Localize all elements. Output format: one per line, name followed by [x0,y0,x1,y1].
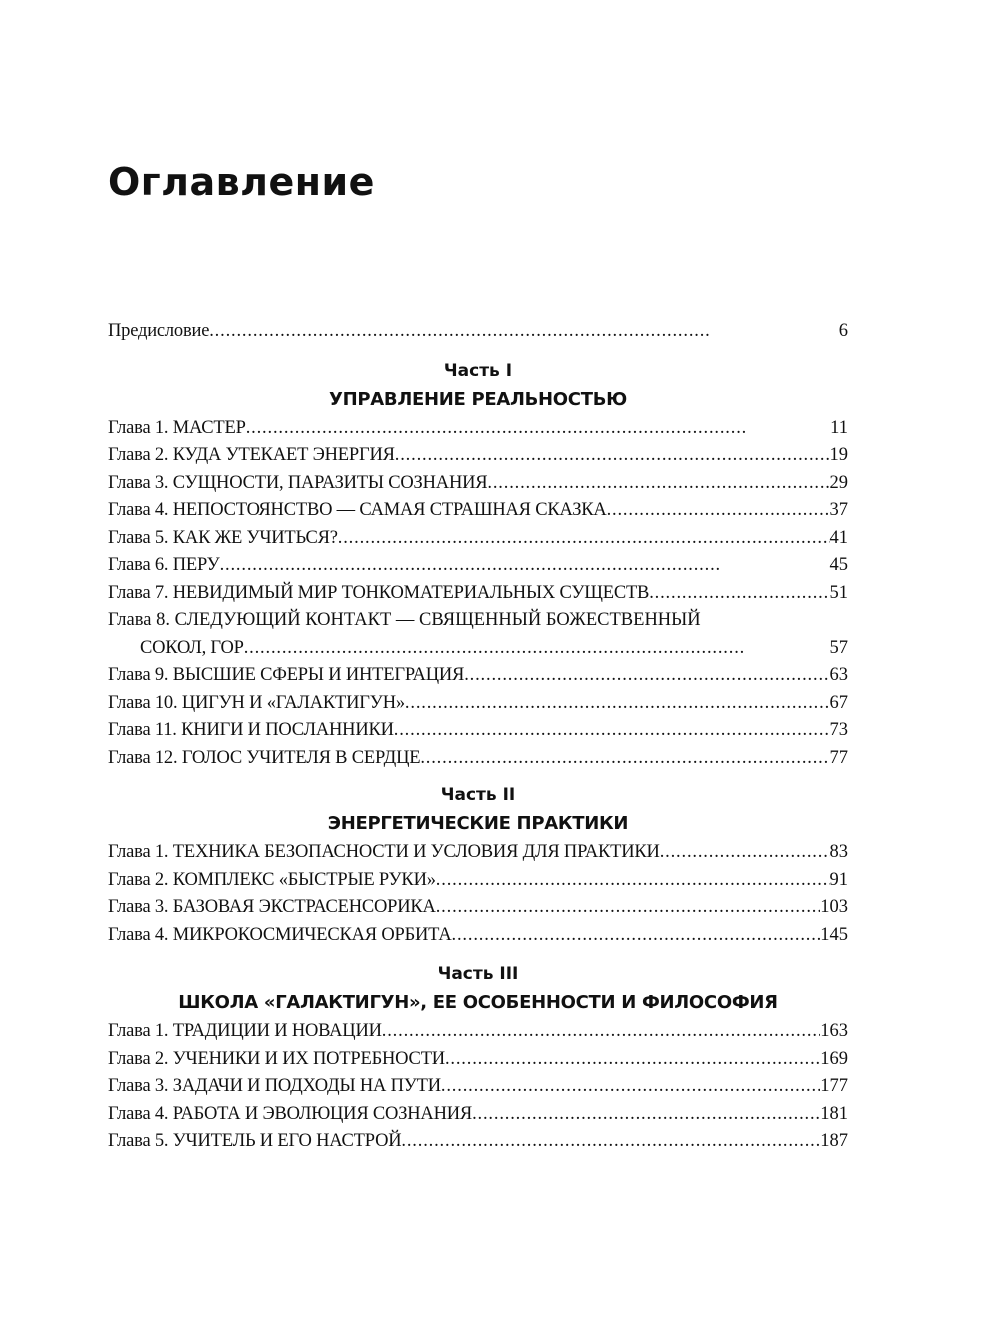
dot-leader [487,470,829,498]
toc-entry[interactable] [108,922,848,950]
entry-page: 41 [829,527,848,548]
toc-entry[interactable] [108,1046,848,1074]
entry-title: Глава 2. КУДА УТЕКАЕТ ЭНЕРГИЯ [108,445,395,465]
dot-leader [209,318,839,346]
toc-entry[interactable] [108,580,848,608]
entry-page: 187 [820,1131,848,1151]
toc-entry-title-line[interactable]: Глава 8. СЛЕДУЮЩИЙ КОНТАКТ — СВЯЩЕННЫЙ БОЖЕСТВЕННЫЙ [108,610,701,630]
part-title: УПРАВЛЕНИЕ РЕАЛЬНОСТЬЮ [329,388,627,410]
entry-page: 103 [820,897,848,917]
dot-leader [420,745,829,773]
toc-entry[interactable] [108,525,848,553]
entry-page: 6 [838,321,848,341]
toc-entry[interactable] [108,894,848,922]
entry-page: 11 [830,417,848,438]
toc-entry-preface[interactable] [108,318,848,346]
toc-entry[interactable] [108,1073,848,1101]
entry-title: Глава 1. ТРАДИЦИИ И НОВАЦИИ [108,1021,382,1041]
dot-leader [401,1128,820,1156]
part-title: ЭНЕРГЕТИЧЕСКИЕ ПРАКТИКИ [327,813,629,834]
entry-title: Глава 2. УЧЕНИКИ И ИХ ПОТРЕБНОСТИ [108,1048,445,1069]
dot-leader [464,662,829,690]
entry-title: Глава 4. МИКРОКОСМИЧЕСКАЯ ОРБИТА [108,924,452,945]
toc-entry[interactable] [108,415,848,443]
entry-page: 145 [820,924,848,945]
entry-page: 77 [829,747,848,768]
entry-title: Глава 12. ГОЛОС УЧИТЕЛЯ В СЕРДЦЕ [108,747,421,768]
dot-leader [452,922,821,950]
entry-page: 45 [829,555,848,575]
entry-title: Глава 3. СУЩНОСТИ, ПАРАЗИТЫ СОЗНАНИЯ [108,472,488,493]
entry-page: 177 [820,1076,848,1096]
toc-entry[interactable] [108,662,848,690]
entry-page: 169 [820,1048,848,1069]
entry-page: 51 [829,582,848,603]
dot-leader [436,894,821,922]
dot-leader [436,867,830,895]
dot-leader [445,1046,820,1074]
entry-title: Предисловие [108,321,210,341]
entry-page: 73 [829,720,848,740]
toc-entry[interactable] [108,635,848,663]
toc-entry[interactable] [108,839,848,867]
entry-title-continuation: СОКОЛ, ГОР [140,637,244,658]
dot-leader [441,1073,820,1101]
part-title: ШКОЛА «ГАЛАКТИГУН», ЕЕ ОСОБЕННОСТИ И ФИЛОСОФИЯ [178,992,778,1013]
toc-entry[interactable] [108,867,848,895]
dot-leader [394,717,830,745]
toc-entry[interactable] [108,690,848,718]
part-label: Часть I [443,360,513,381]
table-of-contents [108,318,848,1156]
dot-leader [246,415,830,443]
entry-page: 91 [829,869,848,890]
entry-title: Глава 11. КНИГИ И ПОСЛАННИКИ [108,720,394,740]
toc-entry[interactable] [108,1128,848,1156]
entry-page: 37 [829,500,848,520]
dot-leader [244,635,830,663]
toc-entry[interactable] [108,442,848,470]
entry-title: Глава 2. КОМПЛЕКС «БЫСТРЫЕ РУКИ» [108,869,436,890]
toc-entry[interactable] [108,1018,848,1046]
part-label: Часть II [440,785,516,805]
entry-title: Глава 4. РАБОТА И ЭВОЛЮЦИЯ СОЗНАНИЯ [108,1103,473,1124]
entry-page: 67 [829,692,848,713]
toc-entry[interactable] [108,497,848,525]
entry-page: 83 [829,842,848,862]
entry-title: Глава 10. ЦИГУН И «ГАЛАКТИГУН» [108,692,405,713]
dot-leader [649,580,829,608]
entry-page: 63 [829,665,848,685]
entry-title: Глава 1. ТЕХНИКА БЕЗОПАСНОСТИ И УСЛОВИЯ ДЛЯ ПРАКТИКИ [108,842,660,862]
toc-entry[interactable] [108,717,848,745]
dot-leader [338,525,830,553]
toc-entry[interactable] [108,1101,848,1129]
entry-page: 29 [829,472,848,493]
dot-leader [382,1018,820,1046]
dot-leader [405,690,830,718]
dot-leader [220,552,830,580]
entry-page: 57 [829,637,848,658]
entry-title: Глава 1. МАСТЕР [108,417,246,438]
entry-title: Глава 4. НЕПОСТОЯНСТВО — САМАЯ СТРАШНАЯ СКАЗКА [108,500,607,520]
entry-title: Глава 7. НЕВИДИМЫЙ МИР ТОНКОМАТЕРИАЛЬНЫХ СУЩЕСТВ [108,582,650,603]
toc-entry[interactable] [108,470,848,498]
toc-entry[interactable] [108,745,848,773]
entry-title: Глава 9. ВЫСШИЕ СФЕРЫ И ИНТЕГРАЦИЯ [108,665,465,685]
entry-page: 181 [820,1103,848,1124]
dot-leader [395,442,830,470]
dot-leader [660,839,830,867]
entry-title: Глава 3. БАЗОВАЯ ЭКСТРАСЕНСОРИКА [108,897,436,917]
dot-leader [472,1101,820,1129]
entry-title: Глава 5. УЧИТЕЛЬ И ЕГО НАСТРОЙ [108,1131,402,1151]
page-title: Оглавление [108,160,375,204]
dot-leader [607,497,830,525]
entry-title: Глава 3. ЗАДАЧИ И ПОДХОДЫ НА ПУТИ [108,1076,441,1096]
toc-entry[interactable] [108,552,848,580]
entry-page: 163 [820,1021,848,1041]
entry-title: Глава 5. КАК ЖЕ УЧИТЬСЯ? [108,527,338,548]
part-label: Часть III [437,964,519,984]
entry-page: 19 [829,445,848,465]
entry-title: Глава 6. ПЕРУ [108,555,220,575]
